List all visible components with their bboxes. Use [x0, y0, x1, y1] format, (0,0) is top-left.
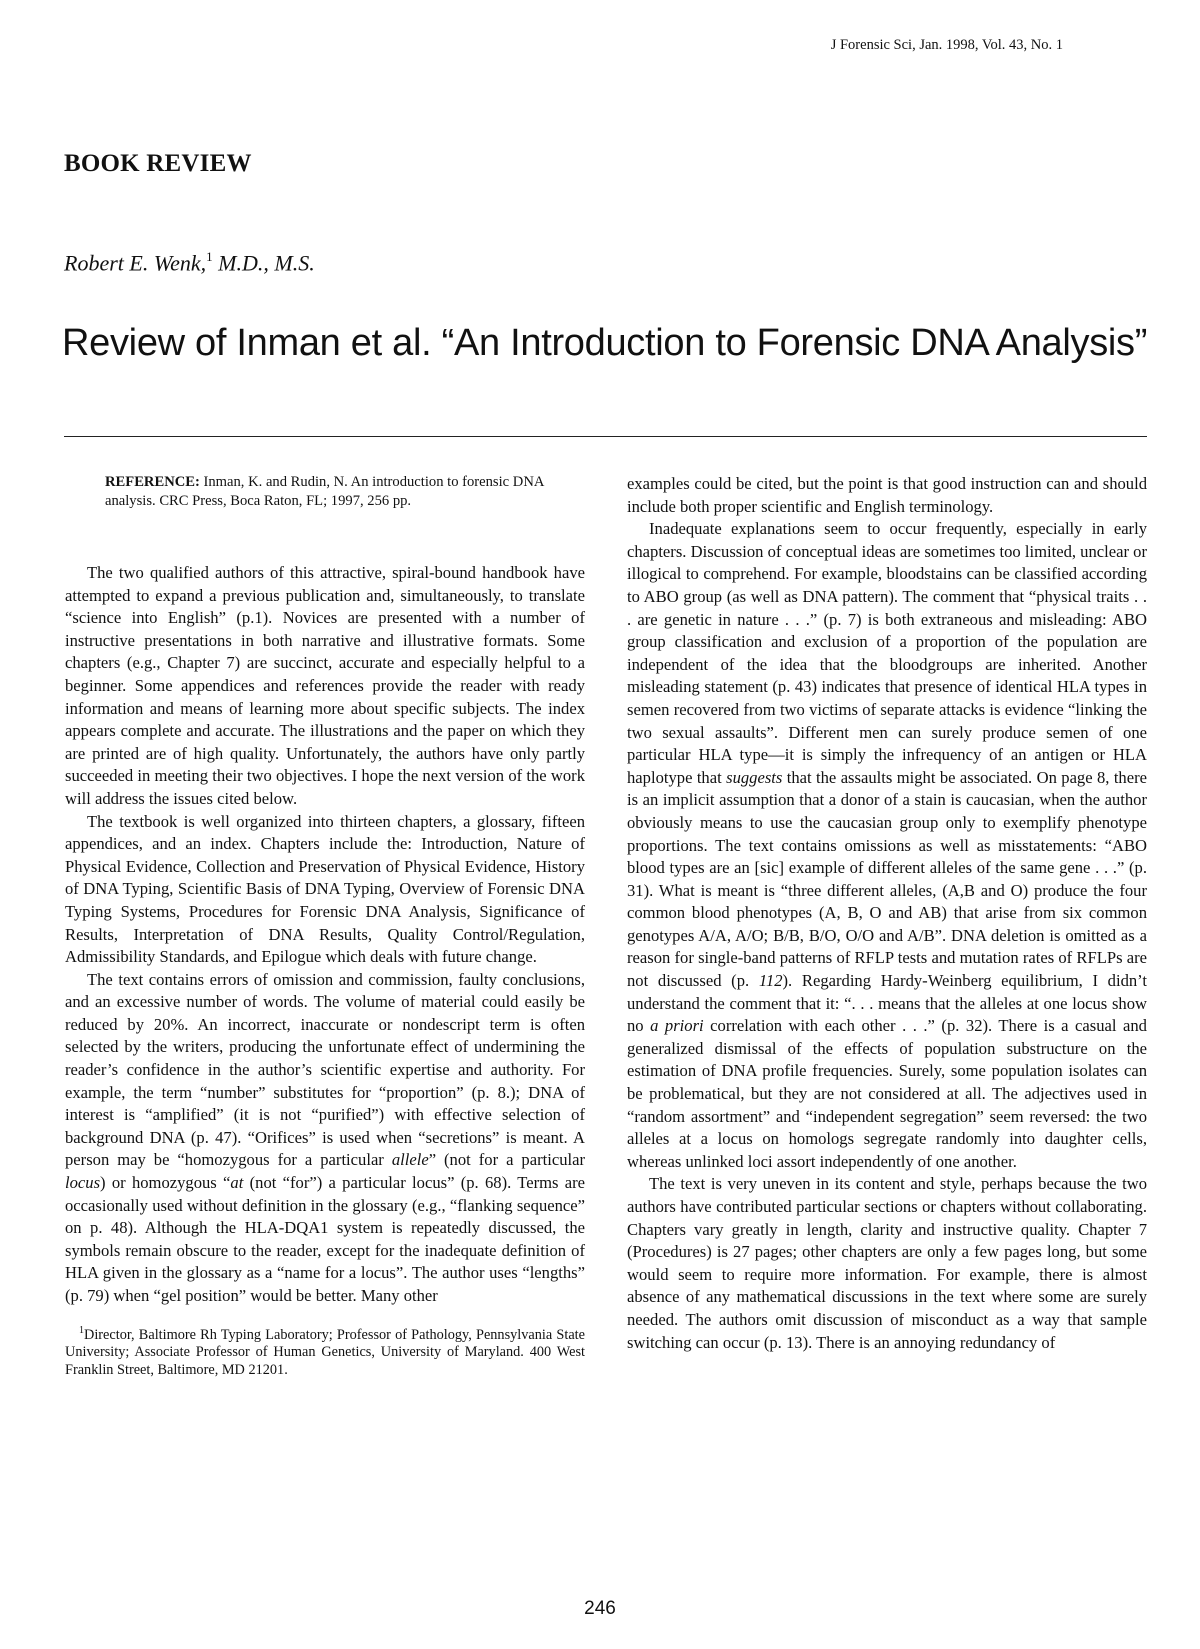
- reference-text: Inman, K. and Rudin, N. An introduction to forensic DNA analysis. CRC Press, Boca Raton, FL; 1997, 256 pp.: [105, 474, 544, 509]
- text-run: (not “for”) a particular locus” (p. 68). Terms are occasionally used without definition in the glossary (e.g., “flanking sequence” on p. 48). Although the HLA-DQA1 system is repeatedly discussed, the symbols remain obscure to the reader, except for the inadequate definition of HLA given in the glossary as a “name for a locus”. The author uses “lengths” (p. 79) when “gel position” would be better. Many other: [65, 1173, 586, 1305]
- text-run: ” (not for a particular: [428, 1150, 586, 1170]
- text-run: correlation with each other . . .” (p. 32). There is a casual and generalized dismissal of the effects of population substructure on the estimation of DNA profile frequencies. Surely, some population isolates can be problematical, but they are not considered at all. The adjectives used in “random assortment” and “independent segregation” seem reversed: the two alleles at a locus on homologs segregate randomly into daughter cells, whereas unlinked loci assort independently of one another.: [627, 1016, 1147, 1171]
- text-run: Inadequate explanations seem to occur frequently, especially in early chapters. Discussion of conceptual ideas are sometimes too limited, unclear or illogical to comprehend. For example, bloodstains can be classified according to ABO group (as well as DNA pattern). The comment that “physical traits . . . are genetic in nature . . .” (p. 7) is both extraneous and misleading: ABO group classification and exclusion of a proportion of the population are independent of the idea that the bloodgroups are inherited. Another misleading statement (p. 43) indicates that presence of identical HLA types in semen recovered from two victims of separate attacks is evidence “linking the two sexual assaults”. Different men can surely produce semen of one particular HLA type—it is simply the infrequency of an antigen or HLA haplotype that: [627, 519, 1147, 787]
- running-header: J Forensic Sci, Jan. 1998, Vol. 43, No. 1: [830, 37, 1063, 53]
- text-run: ) or homozygous “: [100, 1173, 231, 1193]
- article-title: Review of Inman et al. “An Introduction to Forensic DNA Analysis”: [62, 322, 1148, 364]
- left-column: [65, 473, 585, 1380]
- author-footnote-marker: 1: [206, 249, 213, 264]
- section-label: BOOK REVIEW: [64, 150, 252, 177]
- author-name: Robert E. Wenk,: [64, 250, 207, 276]
- italic-suggests: suggests: [726, 767, 783, 787]
- title-divider: [64, 436, 1147, 437]
- right-column: [627, 473, 1147, 1354]
- right-paragraph-2: [627, 518, 1147, 1173]
- text-run: ). Regarding Hardy-Weinberg equilibrium, I didn’t understand the comment that it: “. . . means that the alleles at one locus show no: [627, 971, 1147, 1036]
- reference-block: [105, 473, 577, 510]
- left-paragraph-2: The textbook is well organized into thirteen chapters, a glossary, fifteen appendices, and an index. Chapters include the: Introduction, Nature of Physical Evidence, Collection and Preservation of Physical Evidence, History of DNA Typing, Scientific Basis of DNA Typing, Overview of Forensic DNA Typing Systems, Procedures for Forensic DNA Analysis, Significance of Results, Interpretation of DNA Results, Quality Control/Regulation, Admissibility Standards, and Epilogue which deals with future change.: [65, 811, 585, 967]
- author-line: [64, 250, 315, 276]
- text-run: that the assaults might be associated. On page 8, there is an implicit assumption that a donor of a stain is caucasian, when the author obviously means to use the caucasian group only to exemplify phenotype proportions. The text contains omissions as well as misstatements: “ABO blood types are an [sic] example of different alleles of the same gene . . .” (p. 31). What is meant is “three different alleles, (A,B and O) produce the four common blood phenotypes (A, B, O and AB) that arise from six common genotypes A/A, A/O; B/B, B/O, O/O and A/B”. DNA deletion is omitted as a reason for single-band patterns of RFLP tests and mutation rates of RFLPs are not discussed (p.: [627, 767, 1147, 991]
- italic-at: at: [230, 1173, 244, 1193]
- italic-page-ref: 112: [758, 971, 783, 991]
- left-paragraph-3: [65, 969, 585, 1308]
- text-run: The text contains errors of omission and commission, faulty conclusions, and an excessive number of words. The volume of material could easily be reduced by 20%. An incorrect, inaccurate or nondescript term is often selected by the writers, producing the unfortunate effect of undermining the reader’s confidence in the author’s scientific expertise and authority. For example, the term “number” substitutes for “proportion” (p. 8.); DNA of interest is “amplified” (it is not “purified”) with effective selection of background DNA (p. 47). “Orifices” is used when “secretions” is meant. A person may be “homozygous for a particular: [65, 969, 585, 1170]
- italic-a-priori: a priori: [650, 1016, 704, 1036]
- footnote: [65, 1322, 585, 1380]
- reference-label: REFERENCE:: [105, 474, 200, 490]
- footnote-marker: 1: [79, 1324, 84, 1336]
- left-paragraph-1: The two qualified authors of this attractive, spiral-bound handbook have attempted to expand a previous publication and, simultaneously, to translate “science into English” (p.1). Novices are presented with a number of instructive presentations in both narrative and illustrative formats. Some chapters (e.g., Chapter 7) are succinct, accurate and especially helpful to a beginner. Some appendices and references provide the reader with ready information and means of learning more about specific subjects. The index appears complete and accurate. The illustrations and the paper on which they are printed are of high quality. Unfortunately, the authors have only partly succeeded in meeting their two objectives. I hope the next version of the work will address the issues cited below.: [65, 563, 585, 808]
- footnote-text: Director, Baltimore Rh Typing Laboratory; Professor of Pathology, Pennsylvania State University; Associate Professor of Human Genetics, University of Maryland. 400 West Franklin Street, Baltimore, MD 21201.: [65, 1326, 585, 1378]
- italic-allele: allele: [391, 1150, 429, 1170]
- author-credentials: M.D., M.S.: [212, 250, 315, 276]
- page-number: 246: [584, 1598, 616, 1619]
- italic-locus: locus: [65, 1173, 101, 1193]
- right-paragraph-3: The text is very uneven in its content and style, perhaps because the two authors have contributed particular sections or chapters without collaborating. Chapters vary greatly in length, clarity and instructive quality. Chapter 7 (Procedures) is 27 pages; other chapters are only a few pages long, but some would seem to require more information. For example, there is almost absence of any mathematical discussions in the text where some are surely needed. The authors omit discussion of misconduct as a way that sample switching can occur (p. 13). There is an annoying redundancy of: [627, 1174, 1147, 1352]
- right-paragraph-1: examples could be cited, but the point is that good instruction can and should include both proper scientific and English terminology.: [627, 474, 1147, 516]
